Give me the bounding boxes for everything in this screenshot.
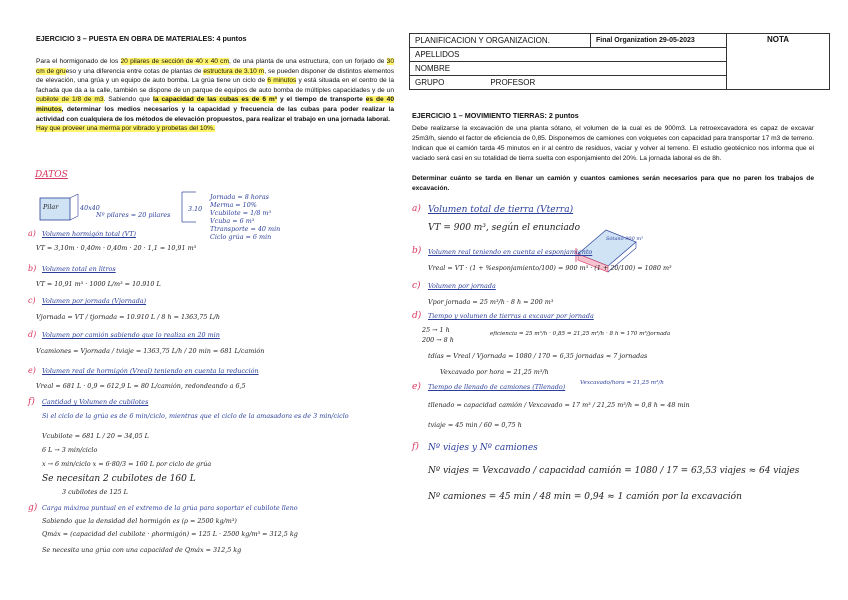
step-e-letter: e) [28, 366, 36, 375]
step-f-line3: 6 L → 3 min/ciclo [42, 446, 98, 454]
dato-jornada: Jornada = 8 horas [210, 193, 269, 201]
step-g-line1: Sabiendo que la densidad del hormigón es (ρ = 2500 kg/m³) [42, 517, 237, 525]
pilar-label: Pilar [43, 203, 59, 211]
step-g-title: Carga máxima puntual en el extremo de la grúa para soportar el cubilote lleno [42, 504, 298, 512]
r-step-d-hourly: Vexcavado por hora = 21,25 m³/h [440, 368, 549, 376]
height-value: 3.10 [188, 205, 203, 213]
step-d-letter: d) [28, 330, 37, 339]
exercise-1-question: Determinar cuánto se tarda en llenar un camión y cuantos camiones serán necesarios para que no paren los trabajos de excavación. [412, 175, 814, 192]
step-f-line4: x → 6 min/ciclo x = 6·80/3 = 160 L por ciclo de grúa [42, 460, 212, 468]
r-step-d-title: Tiempo y volumen de tierras a excavar por jornada [428, 312, 594, 320]
step-f-letter: f) [28, 397, 35, 407]
r-step-d-rule2: 200 → 8 h [422, 336, 454, 344]
exercise-1-statement: Debe realizarse la excavación de una planta sótano, el volumen de la cual es de 900m3. La retroexcavadora es capaz de excavar 25m3/h, siendo el factor de eficiencia de 0,85. Disponemos de camiones con volquetes con capacidad para transportar 17 m3 de terreno. Indican que el camión tarda 45 minutos en ir al centro de residuos, vaciar y volver al terreno. El estudio geotécnico nos informa que el vaciado será casi en su totalidad de tierra suelta con esponjamiento del 20%. La jornada laboral es de 8h. [412, 125, 814, 162]
step-g-line2: Qmáx = (capacidad del cubilote · ρhormigón) = 125 L · 2500 kg/m³ = 312,5 kg [42, 530, 298, 538]
r-step-d-letter: d) [412, 311, 422, 321]
r-step-c-formula: Vpor jornada = 25 m³/h · 8 h = 200 m³ [428, 298, 554, 306]
datos-heading: DATOS [35, 170, 68, 180]
r-step-a-title: Volumen total de tierra (Vterra) [428, 205, 574, 215]
step-d-title: Volumen por camión sabiendo que lo realiza en 20 min [42, 331, 220, 339]
r-step-d-efficiency: eficiencia = 25 m³/h · 0,85 = 21,25 m³/h · 8 h = 170 m³/jornada [490, 331, 671, 337]
exercise-1-title: EJERCICIO 1 – MOVIMIENTO TIERRAS: 2 puntos [412, 111, 579, 120]
r-step-e-formula: tllenado = capacidad camión / Vexcavado = 17 m³ / 21,25 m³/h = 0,8 h = 48 min [428, 401, 690, 409]
r-step-b-formula: Vreal = VT · (1 + %esponjamiento/100) = 900 m³ · (1 + 20/100) = 1080 m³ [428, 264, 672, 272]
step-b-letter: b) [28, 264, 37, 273]
r-step-d-formula: tdías = Vreal / Vjornada = 1080 / 170 = 6,35 jornadas ≈ 7 jornadas [428, 352, 648, 360]
step-b-title: Volumen total en litros [42, 265, 116, 273]
step-g-letter: g) [28, 503, 38, 513]
grade-box[interactable]: NOTA [727, 34, 830, 90]
name-field[interactable]: NOMBRE [410, 62, 727, 76]
step-e-title: Volumen real de hormigón (Vreal) teniendo en cuenta la reducción [42, 367, 259, 375]
step-f-line5: Se necesitan 2 cubilotes de 160 L [42, 474, 196, 484]
step-f-line6: 3 cubilotes de 125 L [62, 488, 128, 496]
exam-date: Final Organization 29-05-2023 [591, 34, 727, 48]
r-step-f-trucks: Nº camiones = 45 min / 48 min = 0,94 ≈ 1 camión por la excavación [428, 492, 742, 502]
num-pilares: Nº pilares = 20 pilares [96, 211, 171, 219]
r-step-e-trip: tviaje = 45 min / 60 = 0,75 h [428, 421, 522, 429]
step-c-formula: Vjornada = VT / tjornada = 10.910 L / 8 h = 1363,75 L/h [36, 313, 220, 321]
r-step-c-letter: c) [412, 281, 421, 291]
r-step-e-letter: e) [412, 382, 421, 392]
r-step-a-letter: a) [412, 204, 421, 214]
pilar-dims: 40x40 [80, 204, 100, 212]
dato-cubilote: Vcubilote = 1/8 m³ [210, 209, 272, 217]
r-step-d-rule1: 25 → 1 h [422, 326, 450, 334]
r-step-a-formula: VT = 900 m³, según el enunciado [428, 223, 581, 233]
surname-field[interactable]: APELLIDOS [410, 48, 727, 62]
step-g-line3: Se necesita una grúa con una capacidad de Qmáx = 312,5 kg [42, 546, 242, 554]
step-f-line1: Si el ciclo de la grúa es de 6 min/ciclo, mientras que el ciclo de la amasadora es de 3 min/ciclo [42, 412, 349, 420]
step-f-line2: Vcubilote = 681 L / 20 = 34,05 L [42, 432, 149, 440]
exercise-3-statement: Para el hormigonado de los 20 pilares de sección de 40 x 40 cm, de una planta de una estructura, con un forjado de 30 cm de grueso y una diferencia entre cotas de plantas de estructura de 3.10 m, se pueden disponer de distintos elementos de elevación, una grúa y un equipo de auto bomba. La grúa tiene un ciclo de 6 minutos y está situada en el centro de la fachada que da a la calle, también se dispone de un parque de equipos de auto bomba de múltiples capacidades y de un cubilote de 1/8 de m3. Sabiendo que la capacidad de las cubas es de 6 m³ y el tiempo de transporte es de 40 minutos, determinar los medios necesarios y la capacidad y frecuencia de las cubas para poder realizar la actividad con cualquiera de los métodos de elevación propuestos, para realizar el trabajo en una jornada laboral. Hay que proveer una merma por vibrado y probetas del 10%. [36, 58, 395, 133]
student-header-table [409, 33, 830, 90]
r-step-e-note: Vexcavado/hora = 21,25 m³/h [580, 380, 664, 386]
r-step-b-title: Volumen real teniendo en cuenta el esponjamiento [428, 248, 593, 256]
r-step-f-letter: f) [412, 442, 419, 452]
dato-cuba: Vcuba = 6 m³ [210, 217, 255, 225]
step-a-letter: a) [28, 229, 36, 238]
step-e-formula: Vreal = 681 L · 0,9 = 612,9 L ≈ 80 L/camión, redondeando a 6,5 [36, 382, 246, 390]
dato-transporte: Ttransporte = 40 min [210, 225, 281, 233]
r-step-e-title: Tiempo de llenado de camiones (Tllenado) [428, 383, 566, 391]
step-b-formula: VT = 10,91 m³ · 1000 L/m³ = 10.910 L [36, 280, 161, 288]
r-step-c-title: Volumen por jornada [428, 282, 496, 290]
step-f-title: Cantidad y Volumen de cubilotes [42, 398, 149, 406]
course-title: PLANIFICACION Y ORGANIZACION. [410, 34, 591, 48]
exercise-3-title: EJERCICIO 3 – PUESTA EN OBRA DE MATERIALES: 4 puntos [36, 34, 247, 43]
sketch-label: Sótano 900 m³ [606, 236, 644, 242]
step-c-title: Volumen por jornada (Vjornada) [42, 297, 147, 305]
r-step-f-title: Nº viajes y Nº camiones [428, 443, 538, 453]
r-step-b-letter: b) [412, 246, 422, 256]
dato-ciclo: Ciclo grúa = 6 min [210, 233, 272, 241]
step-c-letter: c) [28, 296, 36, 305]
group-teacher-field[interactable]: GRUPO PROFESOR [410, 76, 727, 90]
step-d-formula: Vcamiones = Vjornada / tviaje = 1363,75 L/h / 20 min = 681 L/camión [36, 347, 265, 355]
step-a-formula: VT = 3,10m · 0,40m · 0,40m · 20 · 1,1 = 10,91 m³ [36, 244, 197, 252]
step-a-title: Volumen hormigón total (VT) [42, 230, 136, 238]
r-step-f-trips: Nº viajes = Vexcavado / capacidad camión = 1080 / 17 = 63,53 viajes ≈ 64 viajes [428, 466, 800, 476]
dato-merma: Merma = 10% [210, 201, 257, 209]
